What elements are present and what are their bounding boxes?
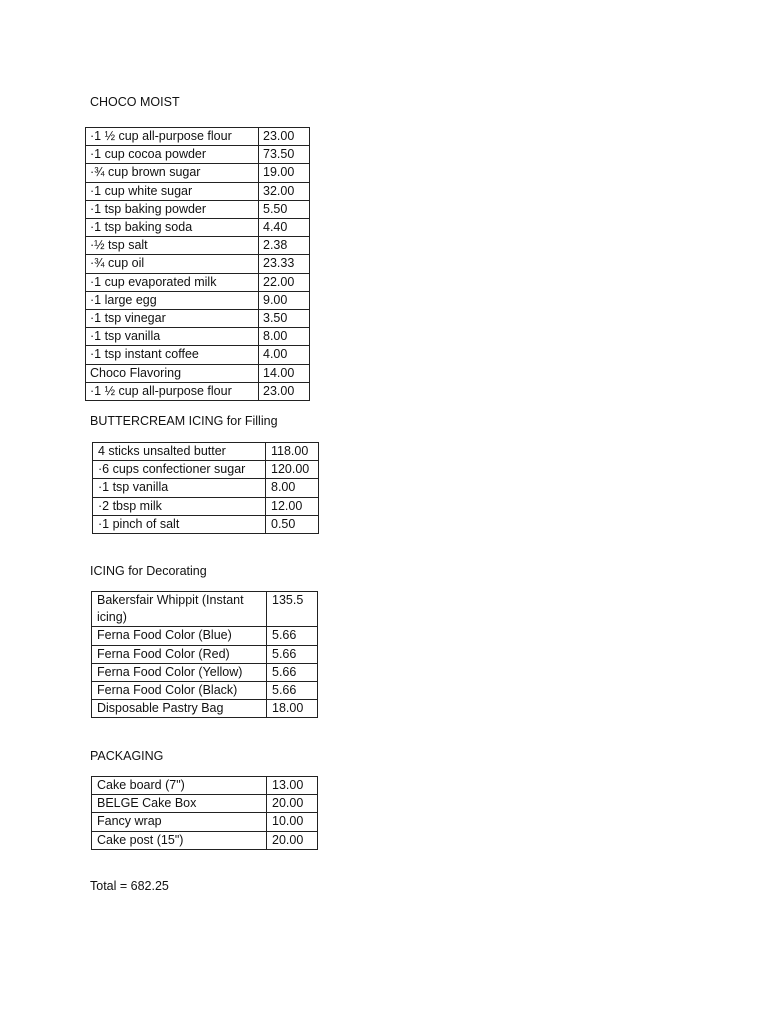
table-row — [93, 461, 319, 479]
item-price: 120.00 — [266, 461, 319, 479]
table-row — [86, 310, 310, 328]
table-row — [86, 328, 310, 346]
item-name: ·1 tsp vinegar — [86, 310, 259, 328]
section-title-buttercream-icing: BUTTERCREAM ICING for Filling — [90, 414, 278, 428]
table-row — [92, 813, 318, 831]
table-row — [86, 255, 310, 273]
item-name: Ferna Food Color (Black) — [92, 682, 267, 700]
item-price: 4.00 — [259, 346, 310, 364]
table-row — [86, 364, 310, 382]
item-price: 23.33 — [259, 255, 310, 273]
table-row — [92, 627, 318, 645]
item-name: ·1 pinch of salt — [93, 515, 266, 533]
item-price: 19.00 — [259, 164, 310, 182]
table-row — [86, 382, 310, 400]
table-row — [92, 777, 318, 795]
table-row — [86, 346, 310, 364]
item-name: ·2 tbsp milk — [93, 497, 266, 515]
table-row — [92, 645, 318, 663]
item-name: Ferna Food Color (Red) — [92, 645, 267, 663]
item-price: 5.66 — [267, 627, 318, 645]
item-name: ·1 cup cocoa powder — [86, 146, 259, 164]
item-price: 2.38 — [259, 237, 310, 255]
table-row — [92, 663, 318, 681]
item-price: 135.5 — [267, 592, 318, 627]
item-name: Cake board (7") — [92, 777, 267, 795]
item-name: ·1 ½ cup all-purpose flour — [86, 128, 259, 146]
item-name: BELGE Cake Box — [92, 795, 267, 813]
table-row — [86, 219, 310, 237]
table-row — [86, 164, 310, 182]
item-name: Cake post (15") — [92, 831, 267, 849]
table-row — [86, 200, 310, 218]
item-name: ·1 tsp baking soda — [86, 219, 259, 237]
item-name: ·¾ cup brown sugar — [86, 164, 259, 182]
packaging-table — [91, 776, 318, 850]
item-price: 5.50 — [259, 200, 310, 218]
table-row — [93, 443, 319, 461]
item-price: 23.00 — [259, 128, 310, 146]
item-price: 118.00 — [266, 443, 319, 461]
item-name: Disposable Pastry Bag — [92, 700, 267, 718]
item-name: ·½ tsp salt — [86, 237, 259, 255]
table-row — [86, 146, 310, 164]
item-name: ·1 tsp instant coffee — [86, 346, 259, 364]
item-price: 20.00 — [267, 831, 318, 849]
item-price: 0.50 — [266, 515, 319, 533]
item-name: Ferna Food Color (Blue) — [92, 627, 267, 645]
item-price: 20.00 — [267, 795, 318, 813]
item-price: 12.00 — [266, 497, 319, 515]
item-price: 10.00 — [267, 813, 318, 831]
item-name: ·1 large egg — [86, 291, 259, 309]
item-price: 4.40 — [259, 219, 310, 237]
item-price: 32.00 — [259, 182, 310, 200]
table-row — [86, 291, 310, 309]
table-row — [93, 479, 319, 497]
table-row — [86, 237, 310, 255]
table-row — [93, 497, 319, 515]
item-name: 4 sticks unsalted butter — [93, 443, 266, 461]
item-name: ·1 tsp vanilla — [86, 328, 259, 346]
item-price: 9.00 — [259, 291, 310, 309]
item-price: 13.00 — [267, 777, 318, 795]
table-row — [86, 273, 310, 291]
item-name: ·1 ½ cup all-purpose flour — [86, 382, 259, 400]
icing-decorating-table — [91, 591, 318, 718]
item-price: 8.00 — [266, 479, 319, 497]
item-name: Ferna Food Color (Yellow) — [92, 663, 267, 681]
item-price: 8.00 — [259, 328, 310, 346]
item-price: 14.00 — [259, 364, 310, 382]
choco-moist-table — [85, 127, 310, 401]
table-row — [92, 795, 318, 813]
item-price: 5.66 — [267, 663, 318, 681]
item-name: Choco Flavoring — [86, 364, 259, 382]
total-text: Total = 682.25 — [90, 879, 169, 893]
item-name: ·1 cup white sugar — [86, 182, 259, 200]
table-row — [92, 682, 318, 700]
item-price: 18.00 — [267, 700, 318, 718]
section-title-choco-moist: CHOCO MOIST — [90, 95, 180, 109]
item-price: 5.66 — [267, 682, 318, 700]
table-row — [92, 700, 318, 718]
item-price: 5.66 — [267, 645, 318, 663]
item-price: 23.00 — [259, 382, 310, 400]
item-name: Bakersfair Whippit (Instant icing) — [92, 592, 267, 627]
item-price: 3.50 — [259, 310, 310, 328]
item-name: ·1 cup evaporated milk — [86, 273, 259, 291]
buttercream-icing-table — [92, 442, 319, 534]
table-row — [86, 182, 310, 200]
item-price: 73.50 — [259, 146, 310, 164]
item-price: 22.00 — [259, 273, 310, 291]
table-row — [86, 128, 310, 146]
section-title-packaging: PACKAGING — [90, 749, 164, 763]
item-name: ·1 tsp vanilla — [93, 479, 266, 497]
item-name: ·6 cups confectioner sugar — [93, 461, 266, 479]
table-row — [92, 592, 318, 627]
table-row — [93, 515, 319, 533]
item-name: ·¾ cup oil — [86, 255, 259, 273]
section-title-icing-decorating: ICING for Decorating — [90, 564, 207, 578]
item-name: ·1 tsp baking powder — [86, 200, 259, 218]
table-row — [92, 831, 318, 849]
item-name: Fancy wrap — [92, 813, 267, 831]
